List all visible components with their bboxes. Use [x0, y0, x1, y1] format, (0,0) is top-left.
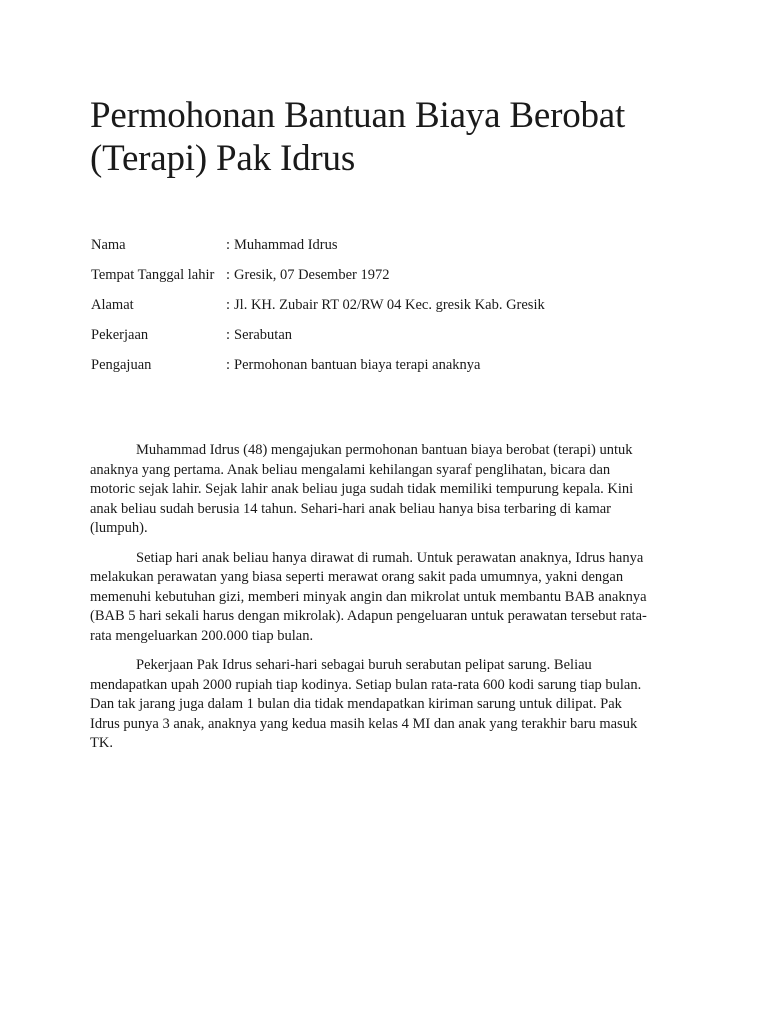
- info-separator: :: [226, 327, 231, 343]
- info-separator: :: [226, 297, 231, 313]
- page-title: [90, 94, 690, 180]
- info-value: Gresik, 07 Desember 1972: [234, 267, 390, 283]
- info-value: Serabutan: [234, 327, 293, 343]
- info-row-alamat: [91, 295, 691, 325]
- body-text: [90, 441, 652, 764]
- info-value: Permohonan bantuan biaya terapi anaknya: [234, 357, 481, 373]
- title-line-2: (Terapi) Pak Idrus: [90, 138, 356, 179]
- info-value: Jl. KH. Zubair RT 02/RW 04 Kec. gresik Kab. Gresik: [234, 297, 545, 313]
- info-label: Alamat: [91, 297, 134, 313]
- info-label: Pengajuan: [91, 357, 152, 373]
- info-value: Muhammad Idrus: [234, 237, 338, 253]
- info-row-nama: [91, 235, 691, 265]
- info-label: Nama: [91, 237, 126, 253]
- info-row-pengajuan: [91, 355, 691, 385]
- paragraph-3: Pekerjaan Pak Idrus sehari-hari sebagai buruh serabutan pelipat sarung. Beliau mendapatkan upah 2000 rupiah tiap kodinya. Setiap bulan rata-rata 600 kodi sarung tiap bulan. Dan tak jarang juga dalam 1 bulan dia tidak mendapatkan kiriman sarung untuk dilipat. Pak Idrus punya 3 anak, anaknya yang kedua masih kelas 4 MI dan anak yang terakhir baru masuk TK.: [90, 657, 642, 751]
- info-row-ttl: [91, 265, 691, 295]
- info-separator: :: [226, 357, 231, 373]
- title-line-1: Permohonan Bantuan Biaya Berobat: [90, 95, 626, 136]
- info-separator: :: [226, 267, 231, 283]
- info-label: Tempat Tanggal lahir: [91, 267, 215, 283]
- info-separator: :: [226, 237, 231, 253]
- personal-info-table: [91, 235, 691, 385]
- paragraph-1: Muhammad Idrus (48) mengajukan permohonan bantuan biaya berobat (terapi) untuk anaknya yang pertama. Anak beliau mengalami kehilangan syaraf penglihatan, bicara dan motoric sejak lahir. Sejak lahir anak beliau juga sudah tidak memiliki tempurung kepala. Kini anak beliau sudah berusia 14 tahun. Sehari-hari anak beliau hanya bisa terbaring di kamar (lumpuh).: [90, 442, 634, 536]
- info-label: Pekerjaan: [91, 327, 149, 343]
- paragraph-2: Setiap hari anak beliau hanya dirawat di rumah. Untuk perawatan anaknya, Idrus hanya melakukan perawatan yang biasa seperti merawat orang sakit pada umumnya, yakni dengan memenuhi kebutuhan gizi, memberi minyak angin dan mikrolat untuk membantu BAB anaknya (BAB 5 hari sekali harus dengan mikrolak). Adapun pengeluaran untuk perawatan tersebut rata-rata mengeluarkan 200.000 tiap bulan.: [90, 549, 647, 644]
- info-row-pekerjaan: [91, 325, 691, 355]
